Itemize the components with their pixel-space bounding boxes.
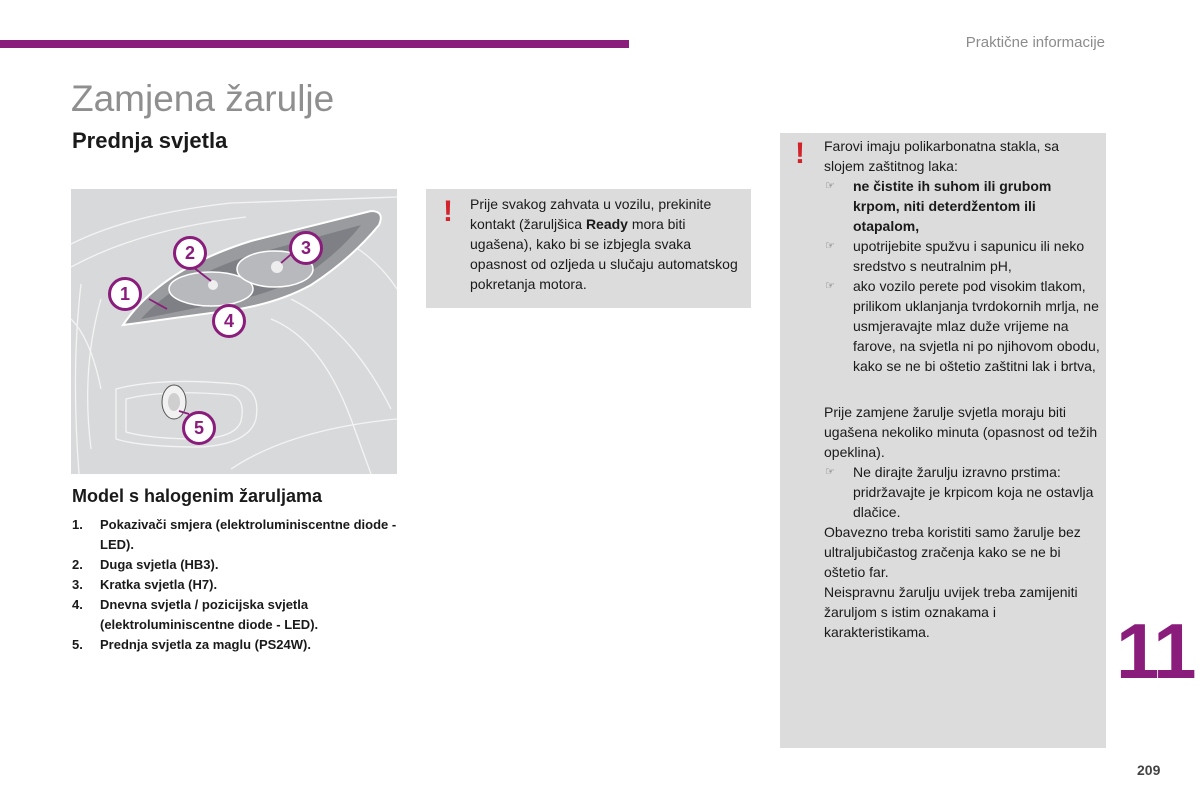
bullet-item: ☞ Ne dirajte žarulju izravno prstima: pridržavajte je krpicom koja ne ostavlja dlačice. — [825, 464, 1094, 520]
list-item: 4. Dnevna svjetla / pozicijska svjetla (elektroluminiscentne diode - LED). — [72, 597, 319, 632]
exclamation-icon: ! — [443, 195, 453, 228]
bullet-item: ☞ ne čistite ih suhom ili grubom krpom, niti deterdžentom ili otapalom, — [825, 178, 1052, 234]
callout-2: 2 — [173, 236, 207, 270]
warning-intro: Farovi imaju polikarbonatna stakla, sa slojem zaštitnog laka: — [824, 138, 1060, 174]
header-accent-bar — [0, 40, 629, 48]
warning-paragraph: Neispravnu žarulju uvijek treba zamijeniti žaruljom s istim oznakama i karakteristikama. — [824, 584, 1078, 640]
section-title: Prednja svjetla — [72, 128, 228, 153]
warning-text: Prije svakog zahvata u vozilu, prekinite kontakt (žaruljšica Ready mora biti ugašena), kako bi se izbjegla svaka opasnost od ozljeda u slučaju automatskog pokretanja motora. — [470, 196, 738, 292]
warning-box-polycarbonate — [780, 133, 1106, 748]
warning-box-ready — [426, 189, 751, 308]
callout-5: 5 — [182, 411, 216, 445]
warning-paragraph: Obavezno treba koristiti samo žarulje bez ultraljubičastog zračenja kako se ne bi oštetio far. — [824, 524, 1081, 580]
bullet-item: ☞ ako vozilo perete pod visokim tlakom, prilikom uklanjanja tvrdokornih mrlja, ne usmjeravajte mlaz duže vrijeme na farove, na svjetla ni po njihovom obodu, kako se ne bi oštetio zaštitni lak i brtva, — [825, 278, 1100, 374]
list-item: 3. Kratka svjetla (H7). — [72, 577, 218, 592]
hand-pointer-icon: ☞ — [825, 280, 835, 292]
callout-3: 3 — [289, 231, 323, 265]
model-title: Model s halogenim žaruljama — [72, 486, 323, 506]
callout-1: 1 — [108, 277, 142, 311]
callout-4: 4 — [212, 304, 246, 338]
page-number: 209 — [1137, 762, 1161, 778]
headlamp-figure — [71, 189, 397, 474]
hand-pointer-icon: ☞ — [825, 240, 835, 252]
chapter-number: 11 — [1116, 607, 1195, 695]
page-title: Zamjena žarulje — [71, 78, 335, 119]
hand-pointer-icon: ☞ — [825, 180, 835, 192]
warning-paragraph: Prije zamjene žarulje svjetla moraju biti ugašena nekoliko minuta (opasnost od težih opeklina). — [824, 404, 1098, 460]
list-item: 2. Duga svjetla (HB3). — [72, 557, 219, 572]
running-header: Praktične informacije — [965, 34, 1105, 51]
hand-pointer-icon: ☞ — [825, 466, 835, 478]
exclamation-icon: ! — [795, 137, 805, 170]
bulb-list — [72, 515, 402, 655]
fog-lamp — [162, 385, 186, 419]
warning-text — [824, 136, 1100, 642]
list-item: 1. Pokazivači smjera (elektroluminiscentne diode - LED). — [72, 517, 397, 552]
list-item: 5. Prednja svjetla za maglu (PS24W). — [72, 637, 311, 652]
bullet-item: ☞ upotrijebite spužvu i sapunicu ili neko sredstvo s neutralnim pH, — [825, 238, 1085, 274]
